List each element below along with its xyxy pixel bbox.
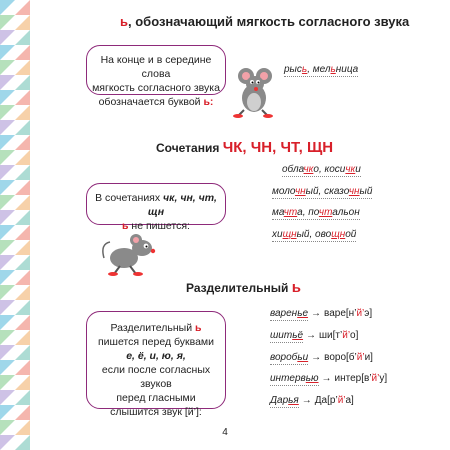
section1-rule-line3: обозначается буквой ь: [98,96,214,108]
section2-rule-line1: В сочетаниях чк, чн, чт, щн [95,192,217,218]
section2-title-text: Сочетания [156,141,220,155]
stripe-triangle [15,390,30,405]
page-number: 4 [222,427,228,438]
stripe-triangle [15,285,30,300]
stripe-triangle [15,45,30,60]
section2-rule-line2: ь не пишется: [122,220,190,232]
section3-rule-line6: слышится звук [й’]: [110,406,202,418]
stripe-triangle [0,225,15,240]
stripe-triangle [0,90,15,105]
stripe-triangle [15,270,30,285]
section1-title-letter: ь [120,14,128,29]
section1-example: рысь, мельница [284,64,359,75]
stripe-triangle [15,210,30,225]
stripe-triangle [0,390,15,405]
stripe-triangle [15,90,30,105]
section3-word-row: варенье → варе[н’й’э] [270,308,373,319]
section3-rule-line1: Разделительный ь [110,322,202,334]
stripe-triangle [0,60,15,75]
stripe-triangle [0,75,15,90]
stripe-triangle [0,240,15,255]
stripe-triangle [15,195,30,210]
section3-word-row: воробьи → воро[б’й’и] [270,352,373,363]
stripe-triangle [15,330,30,345]
stripe-triangle [0,210,15,225]
stripe-triangle [15,120,30,135]
stripe-triangle [0,270,15,285]
stripe-triangle [15,150,30,165]
stripe-triangle [0,120,15,135]
section3-word-row: Дарья → Да[р’й’а] [270,395,354,406]
section1-title [120,14,409,29]
stripe-triangle [0,150,15,165]
stripe-triangle [0,195,15,210]
stripe-triangle [15,15,30,30]
section1-rule-line2: мягкость согласного звука [92,82,220,94]
stripe-triangle [15,375,30,390]
stripe-triangle [0,405,15,420]
stripe-triangle [15,300,30,315]
stripe-triangle [15,225,30,240]
stripe-triangle [15,0,30,15]
section1-rule-box [86,45,226,108]
stripe-triangle [0,0,15,15]
section1-rule-letter: ь: [203,96,214,108]
stripe-triangle [0,375,15,390]
section2-word-row: мачта, почтальон [272,207,360,218]
section3-title-letter: ь [291,279,301,296]
stripe-triangle [0,285,15,300]
section2-title [156,139,333,156]
section2-rule-box [86,183,226,232]
stripe-triangle [15,165,30,180]
stripe-triangle [0,315,15,330]
stripe-triangle [15,360,30,375]
stripe-triangle [15,405,30,420]
section1-rule-line1: На конце и в середине слова [100,54,212,80]
stripe-triangle [15,30,30,45]
section2-title-combos: ЧК, ЧН, ЧТ, ЩН [222,139,334,156]
mouse-illustration [228,62,280,118]
stripe-triangle [0,15,15,30]
stripe-triangle [0,30,15,45]
stripe-triangle [15,180,30,195]
section3-word-row: интервью → интер[в’й’у] [270,373,388,384]
section3-rule-line4: если после согласных звуков [101,364,211,390]
section3-rule-line2: пишется перед буквами [97,336,215,348]
stripe-triangle [15,60,30,75]
stripe-triangle [0,165,15,180]
section2-word-row: молочный, сказочный [272,186,373,197]
stripe-triangle [0,135,15,150]
stripe-triangle [15,240,30,255]
stripe-triangle [15,345,30,360]
section1-title-text: , обозначающий мягкость согласного звука [128,14,410,29]
section3-word-row: шитьё → ши[т’й’о] [270,330,359,341]
stripe-triangle [0,345,15,360]
section3-rule-line5: перед гласными [116,392,196,404]
section3-title-text: Разделительный [186,281,289,295]
section3-rule-line3: е, ё, и, ю, я, [126,350,186,362]
stripe-triangle [0,330,15,345]
stripe-triangle [0,105,15,120]
section2-word-row: хищный, овощной [272,229,357,240]
section2-word-row: облачко, косички [282,164,361,175]
stripe-triangle [0,180,15,195]
section3-title [186,279,301,296]
stripe-triangle [15,315,30,330]
stripe-triangle [0,360,15,375]
stripe-triangle [0,300,15,315]
stripe-triangle [15,75,30,90]
stripe-triangle [15,255,30,270]
decorative-stripe [0,0,30,450]
stripe-triangle [0,45,15,60]
running-mouse-illustration [100,232,166,276]
stripe-triangle [0,255,15,270]
stripe-triangle [15,135,30,150]
section3-rule-box [86,311,226,418]
stripe-triangle [15,105,30,120]
